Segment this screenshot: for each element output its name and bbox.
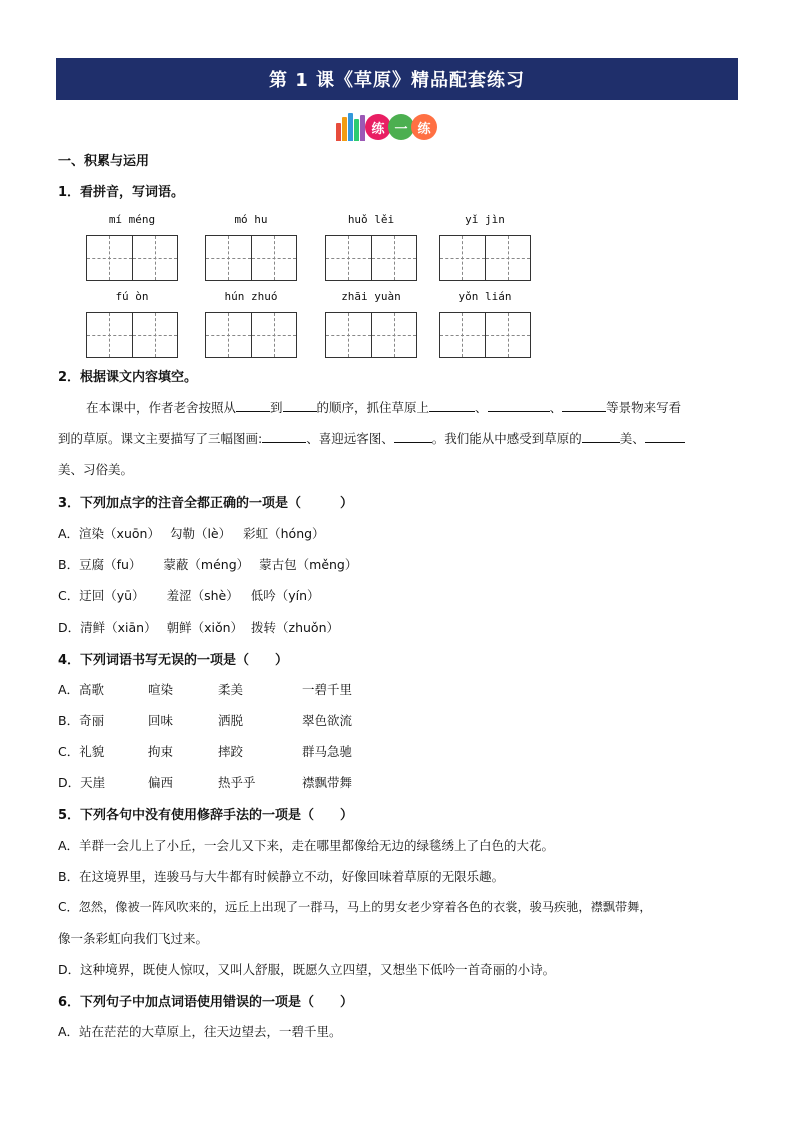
option-d: D．这种境界，既使人惊叹，又叫人舒服，既愿久立四望，又想坐下低吟一首奇丽的小诗。 [58, 962, 556, 977]
pinyin-box [86, 290, 178, 358]
option-a: A．高歌 喧染 柔美 一碧千里 [58, 682, 353, 697]
practice-char-1: 练 [365, 114, 391, 140]
pinyin-box [325, 213, 417, 281]
question-2-body: 在本课中，作者老舍按照从 到 的顺序，抓住草原上 、 、 等景物来写看 到的草原。课文主要描写了三幅图画: 、喜迎远客图、 。我们能从中感受到草原的 美、 美、习俗美。 [58, 392, 742, 485]
pinyin-label: yǐ jìn [465, 213, 505, 226]
practice-badge [336, 112, 437, 142]
pinyin-box [86, 213, 178, 281]
practice-char-3: 练 [411, 114, 437, 140]
pinyin-label: mí méng [108, 213, 156, 226]
pinyin-box [325, 290, 417, 358]
pinyin-box [205, 290, 297, 358]
pinyin-box [439, 213, 531, 281]
option-c: C．迂回（yū） 羞涩（shè） 低吟（yín） [58, 588, 320, 603]
pinyin-box [439, 290, 531, 358]
writing-grid[interactable] [86, 312, 178, 358]
page-title: 第 1 课《草原》精品配套练习 [268, 70, 526, 91]
fill-blank[interactable] [236, 398, 270, 412]
pinyin-label: mó hu [234, 213, 268, 226]
fill-blank[interactable] [283, 398, 317, 412]
option-d: D．清鲜（xiān） 朝鲜（xiǒn） 拨转（zhuǒn） [58, 620, 340, 635]
option-d: D．天崖 偏西 热乎乎 襟飘带舞 [58, 775, 353, 790]
question-6-title: 6．下列句子中加点词语使用错误的一项是（ ） [58, 995, 354, 1010]
fill-blank[interactable] [645, 429, 685, 443]
practice-char-2: 一 [388, 114, 414, 140]
fill-blank[interactable] [262, 429, 306, 443]
question-4-title: 4．下列词语书写无误的一项是（ ） [58, 653, 289, 668]
question-2-title: 2．根据课文内容填空。 [58, 370, 198, 385]
pinyin-label: fú òn [115, 290, 149, 303]
writing-grid[interactable] [439, 312, 531, 358]
pinyin-label: zhāi yuàn [341, 290, 401, 303]
pinyin-box [205, 213, 297, 281]
fill-blank[interactable] [562, 398, 606, 412]
fill-blank[interactable] [429, 398, 475, 412]
option-c-continued: 像一条彩虹向我们飞过来。 [58, 931, 209, 946]
page-title-banner [56, 58, 738, 100]
fill-blank[interactable] [394, 429, 432, 443]
writing-grid[interactable] [325, 235, 417, 281]
option-a: A．渲染（xuōn） 勾勒（lè） 彩虹（hóng） [58, 526, 325, 541]
option-c: C．礼貌 拘束 摔跤 群马急驰 [58, 744, 353, 759]
pinyin-label: yǒn lián [458, 290, 512, 303]
option-b: B．豆腐（fu） 蒙蔽（méng） 蒙古包（měng） [58, 557, 358, 572]
option-b: B．在这境界里，连骏马与大牛都有时候静立不动，好像回味着草原的无限乐趣。 [58, 869, 505, 884]
option-a: A．站在茫茫的大草原上，往天边望去，一碧千里。 [58, 1024, 342, 1039]
option-b: B．奇丽 回味 洒脱 翠色欲流 [58, 713, 353, 728]
question-1-title: 1．看拼音，写词语。 [58, 185, 185, 200]
writing-grid[interactable] [86, 235, 178, 281]
pinyin-label: hún zhuó [224, 290, 278, 303]
writing-grid[interactable] [205, 312, 297, 358]
fill-blank[interactable] [488, 398, 550, 412]
question-5-title: 5．下列各句中没有使用修辞手法的一项是（ ） [58, 808, 354, 823]
option-a: A．羊群一会儿上了小丘，一会儿又下来，走在哪里都像给无边的绿毯绣上了白色的大花。 [58, 838, 555, 853]
writing-grid[interactable] [205, 235, 297, 281]
option-c: C．忽然，像被一阵风吹来的，远丘上出现了一群马，马上的男女老少穿着各色的衣裳，骏马疾驰，襟飘带舞， [58, 900, 652, 914]
writing-grid[interactable] [325, 312, 417, 358]
books-icon [336, 113, 366, 141]
pinyin-label: huǒ lěi [347, 213, 395, 226]
writing-grid[interactable] [439, 235, 531, 281]
fill-blank[interactable] [582, 429, 620, 443]
question-3-title: 3．下列加点字的注音全都正确的一项是（ ） [58, 496, 354, 511]
section-heading: 一、积累与运用 [58, 154, 150, 169]
